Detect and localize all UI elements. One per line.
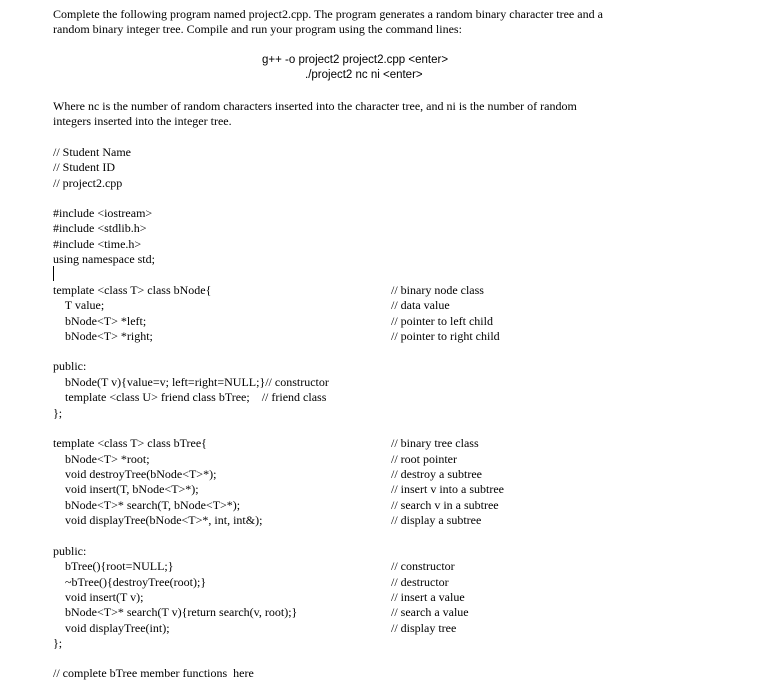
bnode-public-label: public: [53,359,87,373]
bnode-code-line: T value; [53,298,105,312]
btree-public-comment: // display tree [391,621,457,635]
bnode-comment: // data value [391,298,450,312]
include-iostream: #include <iostream> [53,206,153,220]
btree-public-code: void displayTree(int); [53,621,170,635]
btree-comment: // binary tree class [391,436,479,450]
text-cursor [53,266,54,281]
btree-code-line: void insert(T, bNode<T>*); [53,482,199,496]
bnode-code-line: template <class T> class bNode{ [53,283,212,297]
btree-comment: // insert v into a subtree [391,482,504,496]
where-line-1: Where nc is the number of random characters inserted into the character tree, and ni is the number of random [53,99,577,113]
student-id-comment: // Student ID [53,160,115,174]
student-name-comment: // Student Name [53,145,131,159]
where-line-2: integers inserted into the integer tree. [53,114,232,128]
btree-code-line: void displayTree(bNode<T>*, int, int&); [53,513,263,527]
btree-public-label: public: [53,544,87,558]
btree-code-line: bNode<T> *root; [53,452,150,466]
bnode-comment: // binary node class [391,283,484,297]
bnode-close: }; [53,406,63,420]
btree-comment: // root pointer [391,452,457,466]
btree-public-comment: // constructor [391,559,455,573]
btree-comment: // search v in a subtree [391,498,499,512]
btree-public-code: ~bTree(){destroyTree(root);} [53,575,207,589]
btree-comment: // display a subtree [391,513,482,527]
intro-line-1: Complete the following program named project2.cpp. The program generates a random binary character tree and a [53,7,603,21]
btree-public-comment: // insert a value [391,590,465,604]
bnode-comment: // pointer to left child [391,314,493,328]
btree-close: }; [53,636,63,650]
bnode-comment: // pointer to right child [391,329,500,343]
btree-public-code: bTree(){root=NULL;} [53,559,174,573]
btree-code-line: bNode<T>* search(T, bNode<T>*); [53,498,241,512]
footer-comment: // complete bTree member functions here [53,666,254,680]
include-time: #include <time.h> [53,237,142,251]
using-namespace: using namespace std; [53,252,155,266]
btree-public-code: void insert(T v); [53,590,144,604]
btree-code-line: void destroyTree(bNode<T>*); [53,467,217,481]
btree-public-code: bNode<T>* search(T v){return search(v, root);} [53,605,298,619]
bnode-constructor-line: bNode(T v){value=v; left=right=NULL;}// constructor [53,375,329,389]
intro-line-2: random binary integer tree. Compile and run your program using the command lines: [53,22,462,36]
bnode-friend-line: template <class U> friend class bTree; // friend class [53,390,327,404]
compile-command: g++ -o project2 project2.cpp <enter> [262,54,449,66]
bnode-code-line: bNode<T> *left; [53,314,147,328]
btree-public-comment: // destructor [391,575,449,589]
bnode-code-line: bNode<T> *right; [53,329,153,343]
filename-comment: // project2.cpp [53,176,123,190]
run-command: ./project2 nc ni <enter> [305,69,423,81]
btree-code-line: template <class T> class bTree{ [53,436,207,450]
btree-comment: // destroy a subtree [391,467,482,481]
include-stdlib: #include <stdlib.h> [53,221,147,235]
btree-public-comment: // search a value [391,605,469,619]
